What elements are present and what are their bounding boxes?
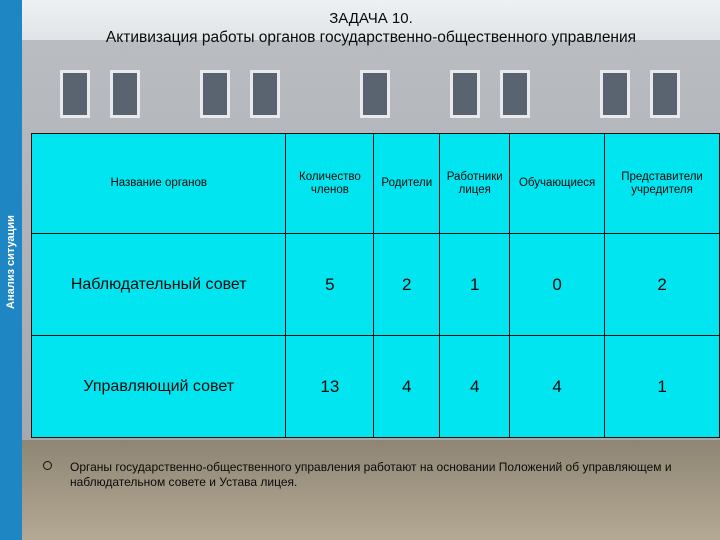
header-parents: Родители xyxy=(374,134,440,234)
cell: 4 xyxy=(374,336,440,438)
title-line-1: ЗАДАЧА 10. xyxy=(329,10,413,27)
title-line-2: Активизация работы органов государственно-общественного управления xyxy=(105,29,637,46)
cell: 13 xyxy=(286,336,374,438)
sidebar-label: Анализ ситуации xyxy=(5,215,17,309)
row-name: Наблюдательный совет xyxy=(32,234,286,336)
sidebar xyxy=(0,0,22,540)
window xyxy=(360,70,390,118)
bullet-icon xyxy=(43,461,52,470)
footnote: Органы государственно-общественного управления работают на основании Положений об управляющем и наблюдательном совете и Устава лицея. xyxy=(70,460,672,489)
table-row xyxy=(32,336,720,438)
cell: 1 xyxy=(440,234,510,336)
slide-title xyxy=(22,10,720,47)
header-name: Название органов xyxy=(32,134,286,234)
ground xyxy=(0,440,720,540)
window xyxy=(500,70,530,118)
window xyxy=(650,70,680,118)
header-members: Количество членов xyxy=(286,134,374,234)
cell: 1 xyxy=(605,336,720,438)
row-name: Управляющий совет xyxy=(32,336,286,438)
cell: 2 xyxy=(605,234,720,336)
window xyxy=(60,70,90,118)
header-founders: Представители учредителя xyxy=(605,134,720,234)
cell: 2 xyxy=(374,234,440,336)
table-row xyxy=(32,234,720,336)
cell: 0 xyxy=(510,234,605,336)
cell: 5 xyxy=(286,234,374,336)
header-staff: Работники лицея xyxy=(440,134,510,234)
window xyxy=(250,70,280,118)
window xyxy=(200,70,230,118)
window xyxy=(600,70,630,118)
table-header-row xyxy=(32,134,720,234)
cell: 4 xyxy=(440,336,510,438)
window xyxy=(450,70,480,118)
header-students: Обучающиеся xyxy=(510,134,605,234)
governance-table xyxy=(31,133,720,438)
cell: 4 xyxy=(510,336,605,438)
window xyxy=(110,70,140,118)
